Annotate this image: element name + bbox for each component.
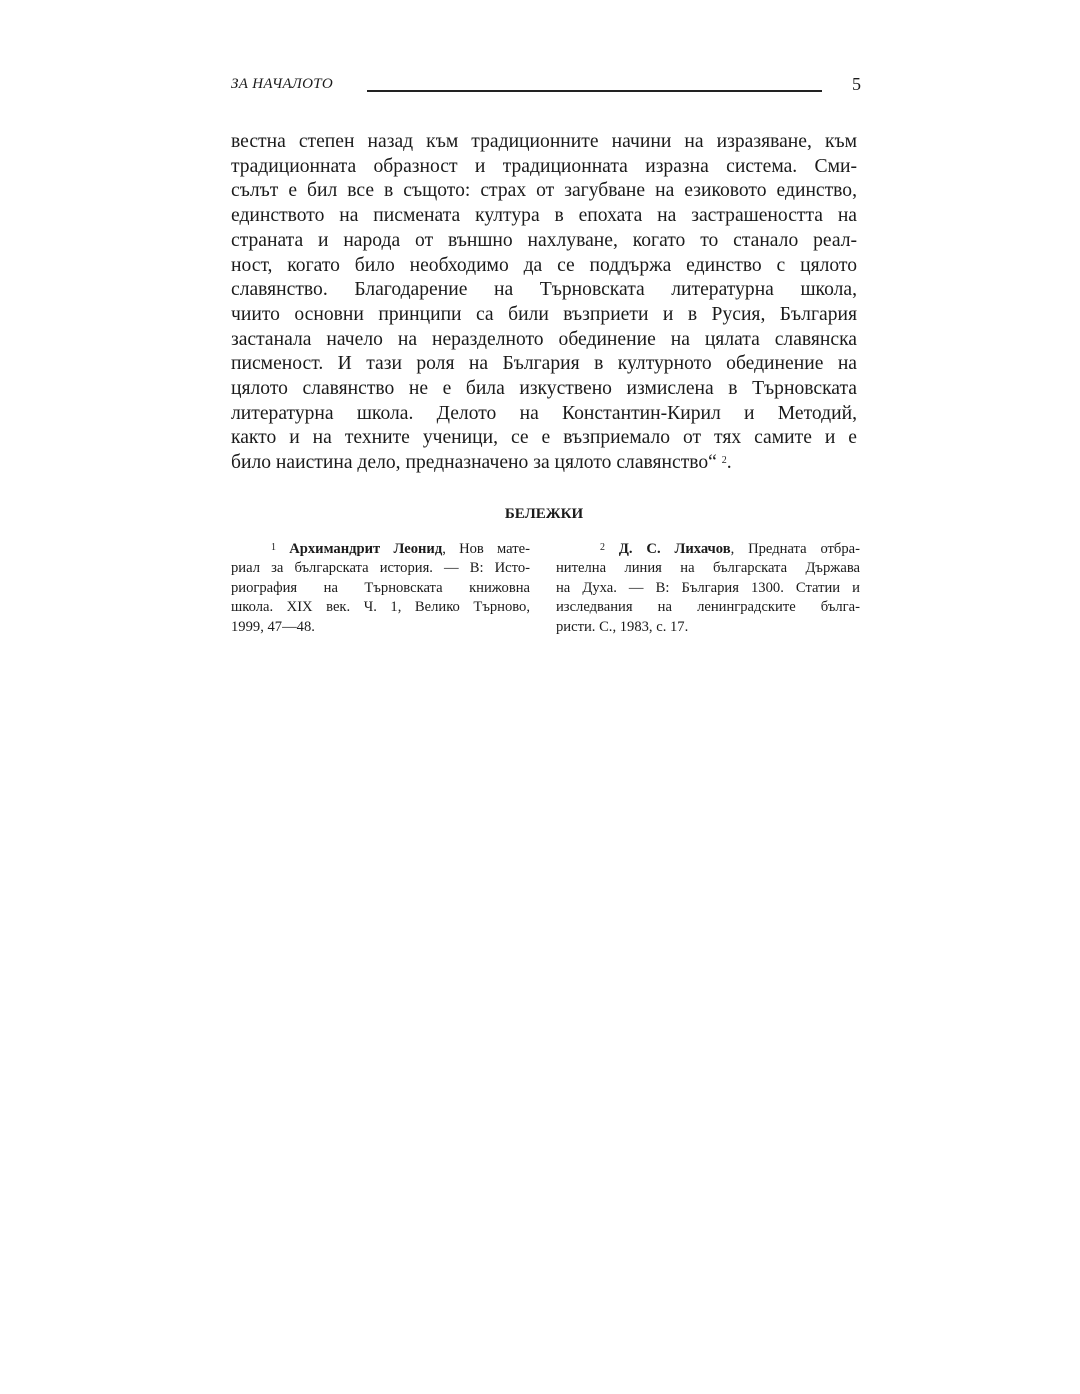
footnote-2 <box>556 540 860 637</box>
body-line <box>231 155 857 180</box>
footnote-text: ристи. С., 1983, с. 17. <box>556 618 689 635</box>
footnote-reference: 2 <box>721 455 727 467</box>
page-header <box>231 76 861 98</box>
body-line <box>231 179 857 204</box>
footnote-text: , Предната отбра- <box>730 541 860 557</box>
footnote-number: 1 <box>271 542 276 553</box>
body-line-text: сълът е бил все в същото: страх от загубване на езиковото единство, <box>231 180 857 202</box>
notes-heading: БЕЛЕЖКИ <box>504 506 584 522</box>
body-line-text: традиционната образност и традиционната изразна система. Сми- <box>231 155 857 177</box>
footnote-text: нителна линия на българската Държава <box>556 560 860 577</box>
footnote-number: 2 <box>600 542 605 553</box>
body-line-text: литературна школа. Делото на Константин-Кирил и Методий, <box>231 402 857 424</box>
running-title: ЗА НАЧАЛОТО <box>231 76 334 92</box>
body-line-text: единството на писмената култура в епохата на застрашеността на <box>231 205 857 227</box>
footnote-text: на Духа. — В: България 1300. Статии и <box>556 579 860 596</box>
page-number: 5 <box>852 74 861 94</box>
header-rule <box>367 90 822 92</box>
body-line <box>231 352 857 377</box>
body-line <box>231 204 857 229</box>
body-line <box>231 377 857 402</box>
body-text <box>231 130 857 476</box>
body-line-text: както и на техните ученици, се е възприемало от тях самите и е <box>231 427 857 449</box>
body-line <box>231 451 857 476</box>
footnote-1 <box>231 540 530 637</box>
body-line <box>231 402 857 427</box>
footnote-text: риал за българската история. — В: Исто- <box>231 560 530 577</box>
body-line <box>231 426 857 451</box>
body-line-text: ност, когато било необходимо да се поддържа единство с цялото <box>231 254 857 276</box>
body-line-text: страната и народа от външно нахлуване, когато то станало реал- <box>231 229 857 251</box>
body-line <box>231 303 857 328</box>
body-line-text: било наистина дело, предназначено за цялото славянство“ <box>231 452 717 474</box>
body-line-text: славянство. Благодарение на Търновската литературна школа, <box>231 279 857 301</box>
body-line-text: цялото славянство не е била изкуствено измислена в Търновската <box>231 378 857 400</box>
punctuation: . <box>726 452 732 474</box>
body-line <box>231 328 857 353</box>
body-line <box>231 130 857 155</box>
body-line <box>231 254 857 279</box>
footnote-text: 1999, 47—48. <box>231 618 315 635</box>
footnote-text: риография на Търновската книжовна <box>231 579 530 596</box>
body-line-text: застанала начело на неразделното обединение на цялата славянска <box>231 328 857 350</box>
footnote-text: изследвания на ленинградските бълга- <box>556 599 860 616</box>
footnote-author: Д. С. Лихачов <box>618 541 731 557</box>
body-line-text: писменост. И тази роля на България в културното обединение на <box>231 353 857 375</box>
body-line <box>231 278 857 303</box>
footnote-text: школа. XIX век. Ч. 1, Велико Търново, <box>231 599 530 616</box>
body-line <box>231 229 857 254</box>
body-line-text: чиито основни принципи са били възприети и в Русия, България <box>231 303 857 325</box>
footnote-author: Архимандрит Леонид <box>289 541 443 557</box>
footnote-text: , Нов мате- <box>442 541 530 557</box>
body-line-text: вестна степен назад към традиционните начини на изразяване, към <box>231 131 857 152</box>
